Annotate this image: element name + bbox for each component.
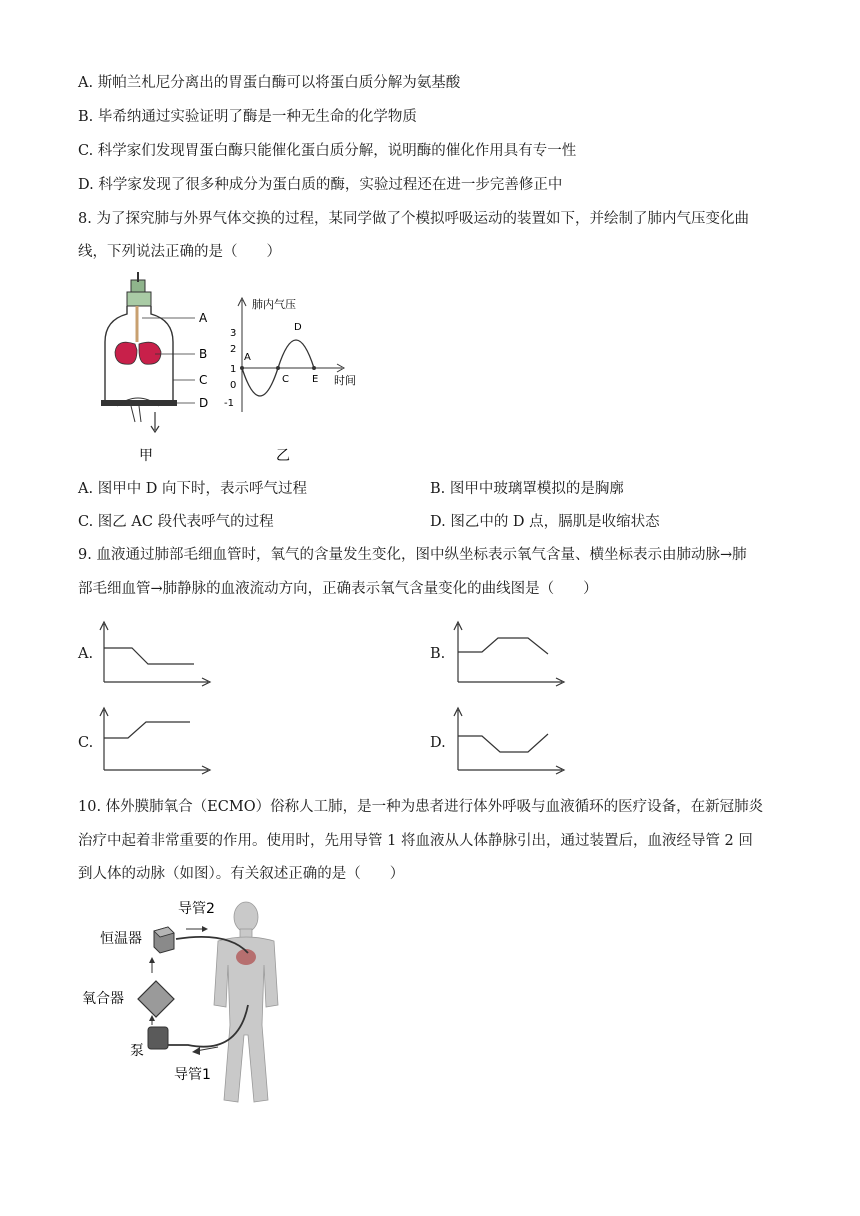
label-tube2: 导管2	[178, 901, 215, 917]
q9-graph-a	[98, 620, 213, 688]
q9-stem-line1: 9. 血液通过肺部毛细血管时，氧气的含量发生变化，图中纵坐标表示氧气含量、横坐标表示由肺动脉→肺	[78, 547, 747, 563]
q10-ecmo-figure	[78, 895, 308, 1110]
human-body-icon	[214, 902, 278, 1102]
q9-option-a-label: A.	[78, 646, 94, 662]
q9-graph-d	[452, 706, 567, 776]
q9-graph-b	[452, 620, 567, 688]
label-thermostat: 恒温器	[100, 931, 142, 947]
q8-option-b: B. 图甲中玻璃罩模拟的是胸廓	[430, 481, 624, 497]
yi-ytick-0: 0	[230, 380, 237, 391]
q10-stem-line1: 10. 体外膜肺氧合（ECMO）俗称人工肺，是一种为患者进行体外呼吸与血液循环的医疗设备，在新冠肺炎	[78, 799, 764, 815]
q10-stem-line3: 到人体的动脉（如图）。有关叙述正确的是（ ）	[78, 866, 405, 882]
q7-option-c: C. 科学家们发现胃蛋白酶只能催化蛋白质分解，说明酶的催化作用具有专一性	[78, 143, 577, 159]
yi-point-e: E	[312, 374, 319, 385]
yi-ylabel: 肺内气压	[252, 298, 296, 311]
q9-graph-c	[98, 706, 213, 776]
jia-label-b: B	[199, 347, 208, 361]
yi-ytick-3: 3	[230, 328, 237, 339]
q8-option-a: A. 图甲中 D 向下时，表示呼气过程	[78, 481, 308, 497]
q7-option-d: D. 科学家发现了很多种成分为蛋白质的酶，实验过程还在进一步完善修正中	[78, 177, 563, 193]
yi-caption: 乙	[276, 448, 290, 464]
pump-icon	[148, 1027, 168, 1049]
oxygenator-icon	[138, 981, 174, 1017]
yi-ytick-neg1: -1	[224, 398, 234, 409]
jia-label-c: C	[199, 373, 208, 387]
yi-point-c: C	[282, 374, 289, 385]
q9-option-c-label: C.	[78, 735, 94, 751]
q9-option-d-label: D.	[430, 735, 446, 751]
thermostat-icon	[154, 927, 174, 953]
jia-label-d: D	[199, 396, 209, 410]
label-pump: 泵	[130, 1043, 144, 1059]
jia-label-a: A	[199, 311, 208, 325]
q9-stem-line2: 部毛细血管→肺静脉的血液流动方向，正确表示氧气含量变化的曲线图是（ ）	[78, 581, 598, 597]
q8-stem-line1: 8. 为了探究肺与外界气体交换的过程，某同学做了个模拟呼吸运动的装置如下，并绘制了肺内气压变化曲	[78, 211, 749, 227]
q7-option-a: A. 斯帕兰札尼分离出的胃蛋白酶可以将蛋白质分解为氨基酸	[78, 75, 461, 91]
q9-option-b-label: B.	[430, 646, 446, 662]
q8-stem-line2: 线，下列说法正确的是（ ）	[78, 244, 281, 260]
label-tube1: 导管1	[174, 1067, 211, 1083]
yi-point-d: D	[294, 322, 302, 333]
yi-ytick-1: 1	[230, 364, 237, 375]
q7-option-b: B. 毕希纳通过实验证明了酶是一种无生命的化学物质	[78, 109, 417, 125]
jia-caption: 甲	[139, 448, 153, 464]
q10-stem-line2: 治疗中起着非常重要的作用。使用时，先用导管 1 将血液从人体静脉引出，通过装置后，血液经导管 2 回	[78, 833, 753, 849]
yi-point-a: A	[244, 352, 251, 363]
q8-option-d: D. 图乙中的 D 点，膈肌是收缩状态	[430, 514, 660, 530]
label-oxygenator: 氧合器	[82, 991, 124, 1007]
yi-xlabel: 时间	[334, 374, 356, 387]
q8-option-c: C. 图乙 AC 段代表呼气的过程	[78, 514, 274, 530]
q8-figure-yi	[222, 292, 372, 467]
yi-ytick-2: 2	[230, 344, 237, 355]
q8-figure-jia	[95, 272, 225, 467]
